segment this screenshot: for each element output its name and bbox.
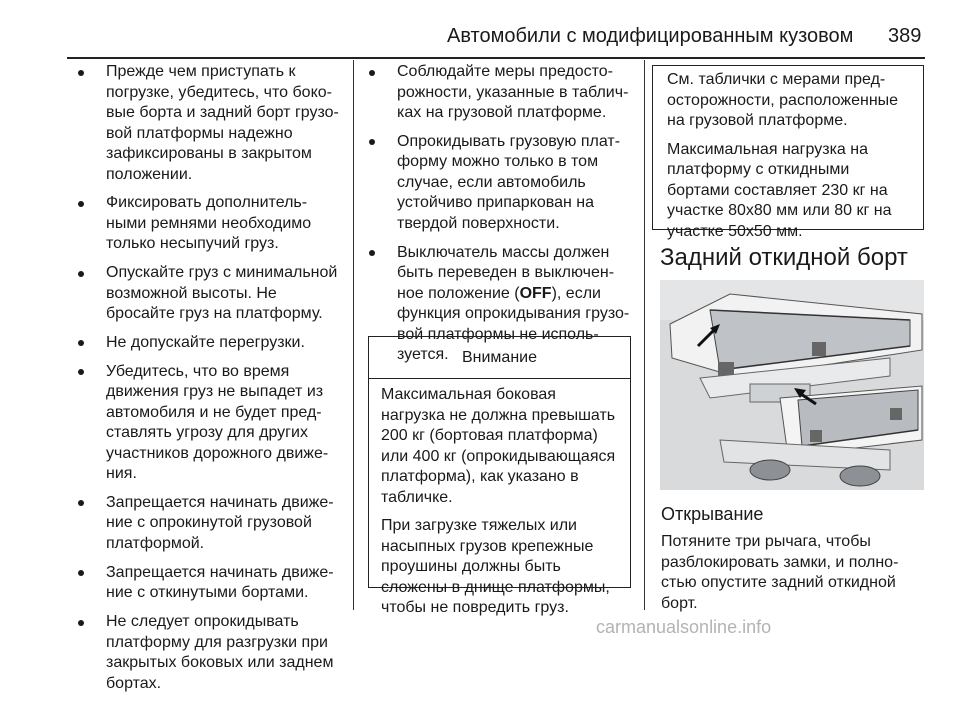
page-number: 389 [888, 25, 922, 47]
list-item: Не следует опрокидывать платформу для разгрузки при закрытых боковых или заднем бортах. [71, 612, 353, 694]
list-item: Убедитесь, что во время движения груз не выпадет из автомобиля и не будет пред- ставлять угрозу для других участников дорожного движе- ния. [71, 362, 353, 485]
left-bullet-list [71, 62, 353, 694]
info-paragraph: См. таблички с мерами пред- осторожности, расположенные на грузовой платформе. [667, 71, 899, 129]
list-item: Прежде чем приступать к погрузке, убедитесь, что боко- вые борта и задний борт грузо- вой платформы надежно зафиксированы в закрытом положении. [71, 62, 353, 185]
warning-body [369, 379, 630, 619]
truck-platform-drawing [660, 280, 924, 490]
list-item: Фиксировать дополнитель- ными ремнями необходимо только несыпучий груз. [71, 193, 353, 255]
middle-column [362, 62, 644, 374]
opening-instructions: Потяните три рычага, чтобы разблокировать замки, и полно- стью опустите задний откидной борт. [661, 533, 899, 612]
info-box [652, 65, 924, 240]
list-item: Запрещается начинать движе- ние с опрокинутой грузовой платформой. [71, 493, 353, 555]
section-title: Задний откидной борт [660, 244, 908, 271]
off-label: OFF [519, 284, 552, 302]
list-item: Не допускайте перегрузки. [71, 333, 353, 354]
column-divider-2 [644, 60, 645, 610]
page-header [0, 0, 960, 56]
warning-paragraph: При загрузке тяжелых или насыпных грузов крепежные проушины должны быть сложены в днище платформы, чтобы не повредить груз. [381, 517, 610, 616]
warning-title: Внимание [369, 337, 630, 379]
page-title: Автомобили с модифицированным кузовом [447, 25, 854, 47]
list-item: Соблюдайте меры предосто- рожности, указанные в таблич- ках на грузовой платформе. [362, 62, 644, 124]
warning-paragraph: Максимальная боковая нагрузка не должна превышать 200 кг (бортовая платформа) или 400 кг (опрокидывающаяся платформа), как указано в табличке. [381, 386, 616, 506]
list-item: Запрещается начинать движе- ние с откинутыми бортами. [71, 563, 353, 604]
left-column [71, 62, 353, 702]
subsection-title: Открывание [661, 504, 764, 524]
watermark: carmanualsonline.info [596, 617, 772, 637]
list-item: Опрокидывать грузовую плат- форму можно только в том случае, если автомобиль устойчиво припаркован на твердой поверхности. [362, 132, 644, 235]
column-divider-1 [353, 60, 354, 610]
tailgate-illustration [660, 280, 924, 490]
info-paragraph: Максимальная нагрузка на платформу с откидными бортами составляет 230 кг на участке 80x80 мм или 80 кг на участке 50x50 мм. [667, 140, 892, 240]
list-item: Выключатель массы должен быть переведен в выключен- ное положение (OFF), если функция опрокидывания грузо- вой платформы не исполь- зуется. [362, 243, 644, 366]
warning-box [368, 336, 631, 616]
list-item: Опускайте груз с минимальной возможной высоты. Не бросайте груз на платформу. [71, 263, 353, 325]
header-rule [67, 57, 925, 59]
middle-bullet-list [362, 62, 644, 366]
